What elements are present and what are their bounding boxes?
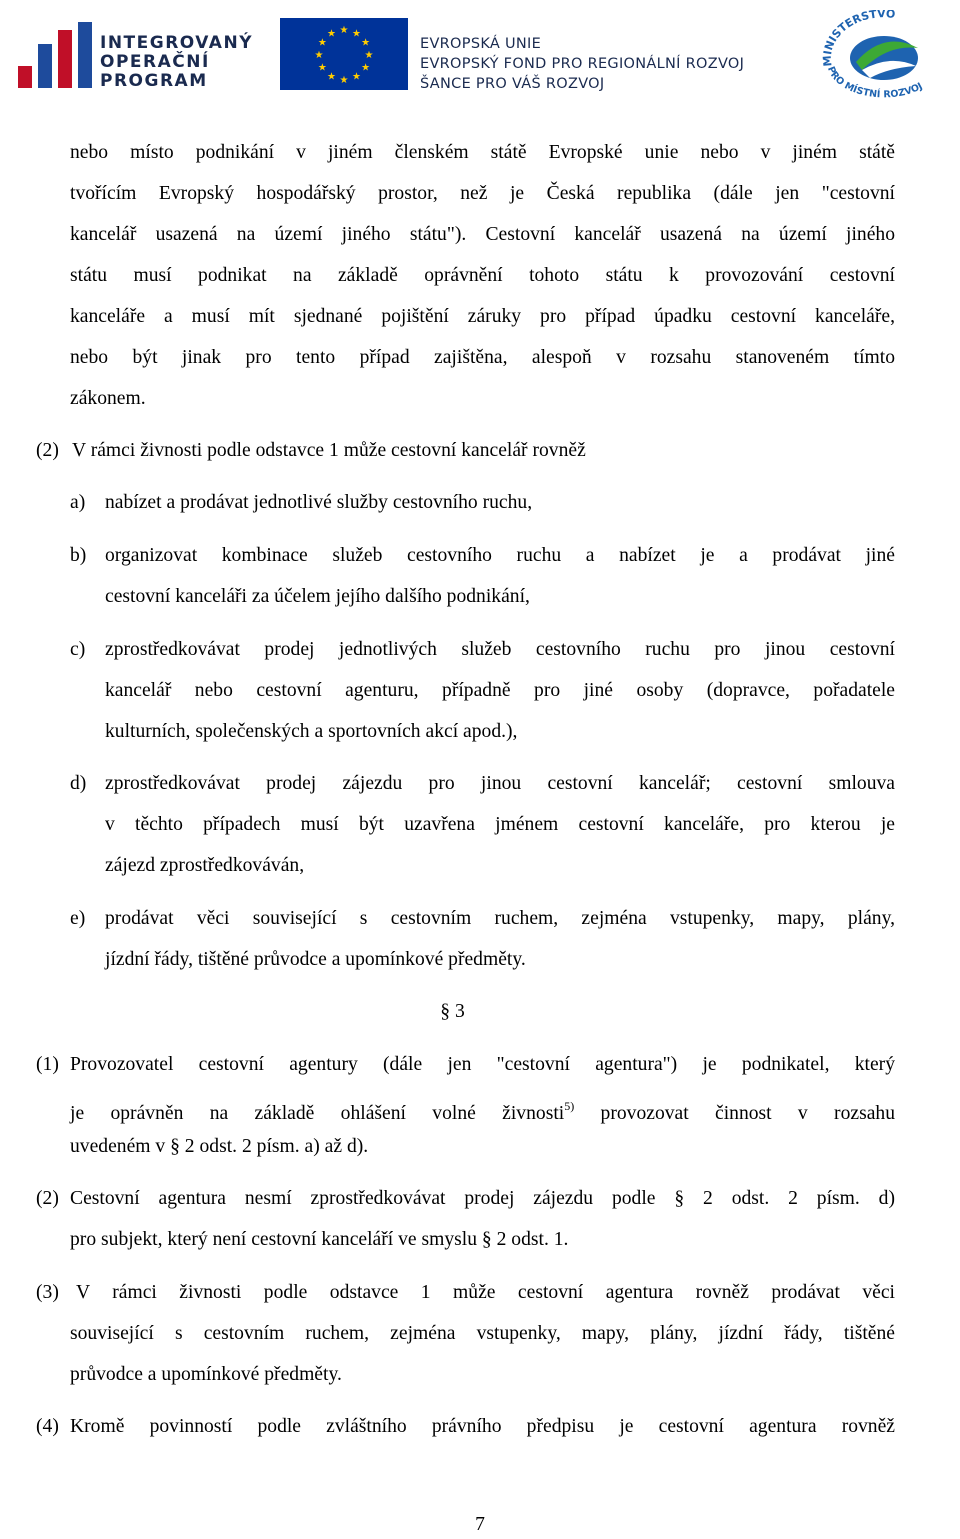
p1-line-7: zákonem. — [70, 388, 146, 409]
item-c-line-2: kancelář nebo cestovní agenturu, případně pro jiné osoby (dopravce, pořadatele — [105, 680, 895, 701]
iop-bar-3 — [58, 30, 72, 88]
p1-line-2: tvořícím Evropský hospodářský prostor, než je Česká republika (dále jen "cestovní — [70, 183, 895, 204]
p2-label: (2) — [36, 440, 59, 461]
item-c-line-3: kulturních, společenských a sportovních akcí apod.), — [105, 721, 518, 742]
item-b-line-2: cestovní kanceláři za účelem jejího dalšího podnikání, — [105, 586, 530, 607]
item-a-line-1: nabízet a prodávat jednotlivé služby cestovního ruchu, — [105, 492, 533, 513]
svg-text:★: ★ — [364, 50, 374, 61]
eu-logo-text — [420, 34, 744, 94]
s3-p2-line-2: pro subjekt, který není cestovní kanceláří ve smyslu § 2 odst. 1. — [70, 1229, 569, 1250]
p1-line-4: státu musí podnikat na základě oprávnění tohoto státu k provozování cestovní — [70, 265, 895, 286]
svg-text:★: ★ — [339, 25, 349, 36]
item-b-line-1: organizovat kombinace služeb cestovního ruchu a nabízet je a prodávat jiné — [105, 545, 895, 566]
s3-p1-line-3: uvedeném v § 2 odst. 2 písm. a) až d). — [70, 1136, 369, 1157]
item-a-label: a) — [70, 492, 86, 513]
item-d-line-2: v těchto případech musí být uzavřena jménem cestovní kanceláře, pro kterou je — [105, 814, 895, 835]
section-heading: § 3 — [440, 1001, 465, 1022]
eu-logo-line-3: ŠANCE PRO VÁŠ ROZVOJ — [420, 76, 605, 92]
s3-p1-line-2-post: provozovat činnost v rozsahu — [600, 1103, 895, 1124]
svg-text:★: ★ — [352, 28, 361, 40]
p1-line-3: kancelář usazená na území jiného státu"). Cestovní kancelář usazená na území jiného — [70, 224, 895, 245]
page-header — [0, 0, 960, 108]
s3-p4-label: (4) — [36, 1416, 59, 1437]
svg-text:★: ★ — [314, 50, 324, 61]
s3-p3-line-1: V rámci živnosti podle odstavce 1 může cestovní agentura rovněž prodávat věci — [76, 1282, 895, 1303]
s3-p2-line-1: Cestovní agentura nesmí zprostředkovávat prodej zájezdu podle § 2 odst. 2 písm. d) — [70, 1188, 895, 1209]
svg-text:★: ★ — [327, 28, 336, 40]
item-c-line-1: zprostředkovávat prodej jednotlivých služeb cestovního ruchu pro jinou cestovní — [105, 639, 895, 660]
p1-line-6: nebo být jinak pro tento případ zajištěna, alespoň v rozsahu stanoveném tímto — [70, 347, 895, 368]
p2-intro: V rámci živnosti podle odstavce 1 může cestovní kancelář rovněž — [72, 440, 586, 461]
svg-text:★: ★ — [361, 62, 371, 74]
eu-logo-line-2: EVROPSKÝ FOND PRO REGIONÁLNÍ ROZVOJ — [420, 56, 745, 72]
iop-logo-line-1: INTEGROVANÝ — [100, 33, 253, 53]
svg-text:★: ★ — [327, 71, 336, 83]
item-b-label: b) — [70, 545, 87, 566]
svg-text:★: ★ — [317, 62, 327, 74]
svg-text:★: ★ — [361, 37, 371, 49]
s3-p3-line-3: průvodce a upomínkové předměty. — [70, 1364, 342, 1385]
svg-text:★: ★ — [339, 75, 349, 86]
s3-p2-label: (2) — [36, 1188, 59, 1209]
item-d-line-3: zájezd zprostředkováván, — [105, 855, 305, 876]
eu-flag-icon — [280, 18, 408, 90]
iop-bar-4 — [78, 22, 92, 88]
eu-logo-line-1: EVROPSKÁ UNIE — [420, 36, 542, 52]
iop-logo-text — [100, 34, 253, 91]
iop-logo-bars — [18, 22, 94, 88]
s3-p1-label: (1) — [36, 1054, 59, 1075]
iop-logo — [18, 10, 268, 96]
mmr-logo — [818, 10, 950, 100]
s3-p1-line-2-pre: je oprávněn na základě ohlášení volné živnosti — [70, 1103, 565, 1124]
item-e-line-1: prodávat věci související s cestovním ruchem, zejména vstupenky, mapy, plány, — [105, 908, 895, 929]
iop-bar-1 — [18, 66, 32, 88]
p1-line-1: nebo místo podnikání v jiném členském státě Evropské unie nebo v jiném státě — [70, 142, 895, 163]
iop-logo-line-3: PROGRAM — [100, 71, 208, 91]
item-e-line-2: jízdní řády, tištěné průvodce a upomínkové předměty. — [105, 949, 526, 970]
svg-text:★: ★ — [352, 71, 361, 83]
iop-bar-2 — [38, 44, 52, 88]
mmr-logo-bottom-text: PRO MÍSTNÍ ROZVOJ — [824, 64, 925, 100]
mmr-logo-top-text: MINISTERSTVO — [820, 10, 896, 67]
item-d-label: d) — [70, 773, 87, 794]
p1-line-5: kanceláře a musí mít sjednané pojištění záruky pro případ úpadku cestovní kanceláře, — [70, 306, 895, 327]
s3-p4-line-1: Kromě povinností podle zvláštního právního předpisu je cestovní agentura rovněž — [70, 1416, 895, 1437]
s3-p3-label: (3) — [36, 1282, 59, 1303]
s3-p1-line-2 — [70, 1091, 895, 1124]
item-d-line-1: zprostředkovávat prodej zájezdu pro jinou cestovní kancelář; cestovní smlouva — [105, 773, 895, 794]
svg-text:★: ★ — [317, 37, 327, 49]
footnote-ref-5: 5) — [564, 1099, 575, 1113]
item-c-label: c) — [70, 639, 86, 660]
s3-p1-line-1: Provozovatel cestovní agentury (dále jen "cestovní agentura") je podnikatel, který — [70, 1054, 895, 1075]
iop-logo-line-2: OPERAČNÍ — [100, 52, 210, 72]
page-number: 7 — [475, 1514, 485, 1535]
s3-p3-line-2: související s cestovním ruchem, zejména vstupenky, mapy, plány, jízdní řády, tištěné — [70, 1323, 895, 1344]
item-e-label: e) — [70, 908, 86, 929]
